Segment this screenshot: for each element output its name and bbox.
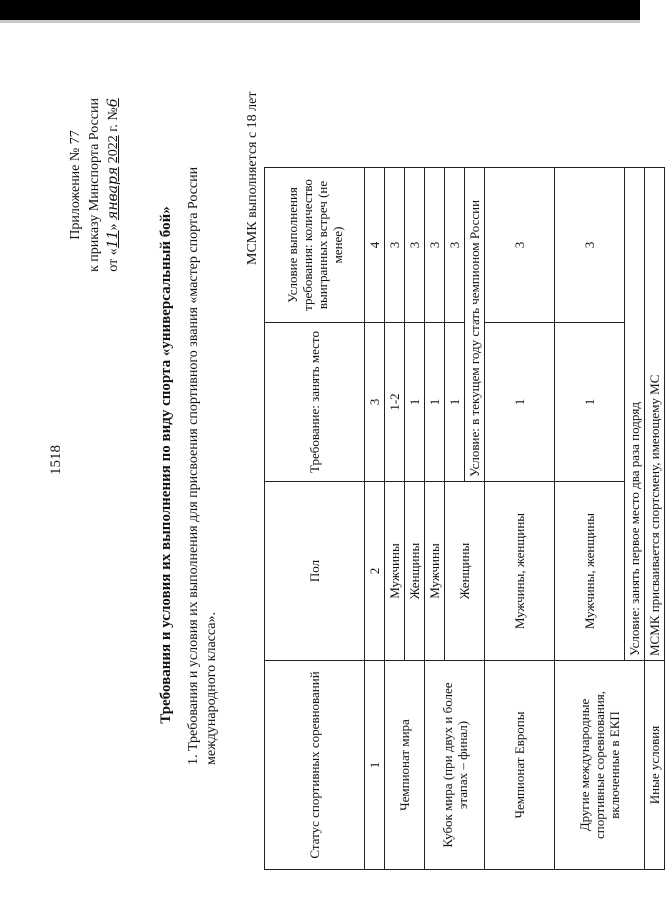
table-caption: МСМК выполняется с 18 лет	[245, 91, 260, 265]
num-3: 3	[365, 323, 385, 482]
num-2: 2	[365, 482, 385, 661]
date-day: 11	[105, 230, 121, 249]
misc-label: Иные условия	[645, 661, 665, 870]
num-4: 4	[365, 168, 385, 323]
appendix-line1: Приложение № 77	[68, 130, 83, 240]
wc-place-women: 1	[405, 323, 425, 482]
header-status: Статус спортивных соревнований	[265, 661, 365, 870]
other-wins: 3	[555, 168, 625, 323]
date-prefix: от «	[106, 248, 121, 272]
other-place: 1	[555, 323, 625, 482]
num-1: 1	[365, 661, 385, 870]
europe-place: 1	[485, 323, 555, 482]
cup-wins-women: 3	[445, 168, 465, 323]
wc-place-men: 1-2	[385, 323, 405, 482]
header-gender: Пол	[265, 482, 365, 661]
world-cup-label: Кубок мира (при двух и более этапах – финал)	[425, 661, 485, 870]
wc-wins-women: 3	[405, 168, 425, 323]
europe-label: Чемпионат Европы	[485, 661, 555, 870]
document-title: Требования и условия их выполнения по виду спорта «универсальный бой»	[158, 206, 174, 724]
appendix-block	[66, 55, 123, 315]
date-month: января	[105, 166, 121, 220]
europe-gender: Мужчины, женщины	[485, 482, 555, 661]
page-number: 1518	[48, 445, 64, 475]
requirements-table	[264, 167, 665, 870]
appendix-date-line	[104, 55, 123, 315]
header-wins: Условие выполнения требования: количество выигранных встреч (не менее)	[265, 168, 365, 323]
cup-place-women: 1	[445, 323, 465, 482]
misc-text: МСМК присваивается спортсмену, имеющему МС	[645, 168, 665, 661]
date-year: 2022	[106, 135, 121, 164]
other-condition: Условие: занять первое место два раза подряд	[625, 168, 645, 661]
appendix-line2: к приказу Минспорта России	[87, 98, 102, 272]
numbering-row	[365, 168, 385, 870]
date-mid: »	[106, 223, 121, 231]
order-number: 6	[105, 98, 121, 108]
wc-gender-women: Женщины	[405, 482, 425, 661]
cup-gender-men: Мужчины	[425, 482, 445, 661]
wc-wins-men: 3	[385, 168, 405, 323]
table-row	[385, 168, 405, 870]
europe-wins: 3	[485, 168, 555, 323]
cup-condition: Условие: в текущем году стать чемпионом России	[465, 168, 485, 482]
header-place: Требование: занять место	[265, 323, 365, 482]
other-gender: Мужчины, женщины	[555, 482, 625, 661]
table-row	[425, 168, 445, 870]
cup-wins-men: 3	[425, 168, 445, 323]
table-header-row	[265, 168, 365, 870]
cup-place-men: 1	[425, 323, 445, 482]
table-row	[485, 168, 555, 870]
cup-gender-women: Женщины	[445, 482, 485, 661]
date-suffix: г. №	[106, 107, 121, 132]
world-championship-label: Чемпионат мира	[385, 661, 425, 870]
section-text: 1. Требования и условия их выполнения для присвоения спортивного звания «мастер спорта России международного класса».	[186, 166, 219, 765]
other-label: Другие международные спортивные соревнования, включенные в ЕКП	[555, 661, 645, 870]
table-row	[555, 168, 625, 870]
table-row	[645, 168, 665, 870]
wc-gender-men: Мужчины	[385, 482, 405, 661]
